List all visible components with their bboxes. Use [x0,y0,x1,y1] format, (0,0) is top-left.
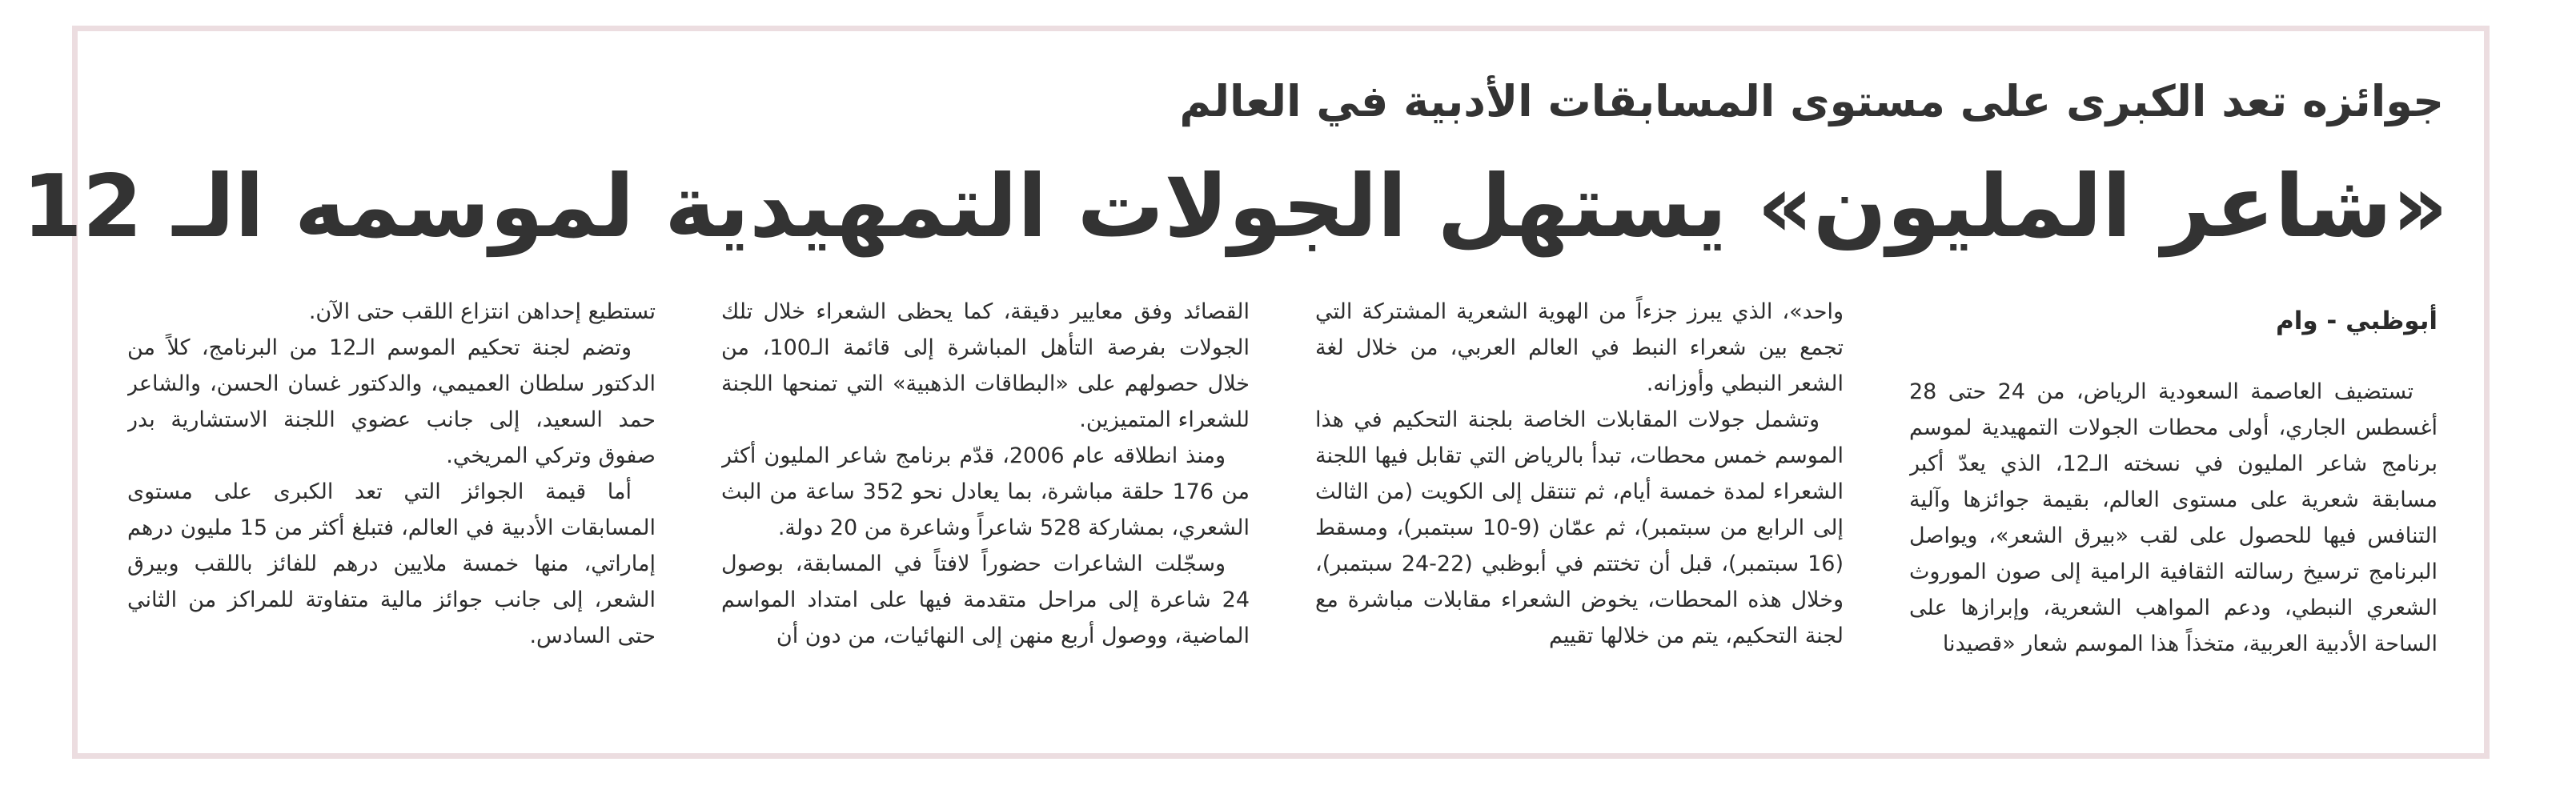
paragraph: ومنذ انطلاقه عام 2006، قدّم برنامج شاعر المليون أكثر من 176 حلقة مباشرة، بما يعادل نحو 352 ساعة من البث الشعري، بمشاركة 528 شاعراً وشاعرة من 20 دولة. [721,443,1250,540]
column-3 [721,294,1250,758]
paragraph: وتشمل جولات المقابلات الخاصة بلجنة التحكيم في هذا الموسم خمس محطات، تبدأ بالرياض التي تقابل فيها اللجنة الشعراء لمدة خمسة أيام، ثم تنتقل إلى الكويت (من الثالث إلى الرابع من سبتمبر)، ثم عمّان (9-10 سبتمبر)، ومسقط (16 سبتمبر)، قبل أن تختتم في أبوظبي (22-24 سبتمبر)، وخلال هذه المحطات، يخوض الشعراء مقابلات مباشرة مع لجنة التحكيم، يتم من خلالها تقييم [1315,407,1844,648]
paragraph: أما قيمة الجوائز التي تعد الكبرى على مستوى المسابقات الأدبية في العالم، فتبلغ أكثر من 15 مليون درهم إماراتي، منها خمسة ملايين درهم للفائز باللقب وبيرق الشعر، إلى جانب جوائز مالية متفاوتة للمراكز من الثاني حتى السادس. [127,479,656,648]
article-headline: «شاعر المليون» يستهل الجولات التمهيدية لموسمه الـ 12 [22,157,2448,257]
paragraph: القصائد وفق معايير دقيقة، كما يحظى الشعراء خلال تلك الجولات بفرصة التأهل المباشرة إلى قائمة الـ100، من خلال حصولهم على «البطاقات الذهبية» التي تمنحها اللجنة للشعراء المتميزين. [721,299,1250,432]
article-kicker: جوائزه تعد الكبرى على مستوى المسابقات الأدبية في العالم [1179,76,2444,126]
paragraph: وسجّلت الشاعرات حضوراً لافتاً في المسابقة، بوصول 24 شاعرة إلى مراحل متقدمة فيها على امتداد المواسم الماضية، ووصول أربع منهن إلى النهائيات، من دون أن [721,551,1250,648]
column-2 [1315,294,1844,758]
article-columns [127,294,2438,758]
column-1 [1909,294,2438,758]
paragraph: تستضيف العاصمة السعودية الرياض، من 24 حتى 28 أغسطس الجاري، أولى محطات الجولات التمهيدية لموسم برنامج شاعر المليون في نسخته الـ12، الذي يعدّ أكبر مسابقة شعرية على مستوى العالم، بقيمة جوائزها وآلية التنافس فيها للحصول على لقب «بيرق الشعر»، ويواصل البرنامج ترسيخ رسالته الثقافية الرامية إلى صون الموروث الشعري النبطي، ودعم المواهب الشعرية، وإبرازها على الساحة الأدبية العربية، متخذاً هذا الموسم شعار «قصيدنا [1909,379,2438,656]
dateline: أبوظبي - وام [2276,307,2438,335]
paragraph: تستطيع إحداهن انتزاع اللقب حتى الآن. [308,299,656,324]
news-article [22,31,2484,753]
article-frame [22,26,2490,759]
column-4 [127,294,656,758]
paragraph: واحد»، الذي يبرز جزءاً من الهوية الشعرية المشتركة التي تجمع بين شعراء النبط في العالم العربي، من خلال لغة الشعر النبطي وأوزانه. [1315,299,1844,396]
paragraph: وتضم لجنة تحكيم الموسم الـ12 من البرنامج، كلاً من الدكتور سلطان العميمي، والدكتور غسان الحسن، والشاعر حمد السعيد، إلى جانب عضوي اللجنة الاستشارية بدر صفوق وتركي المريخي. [127,335,656,468]
